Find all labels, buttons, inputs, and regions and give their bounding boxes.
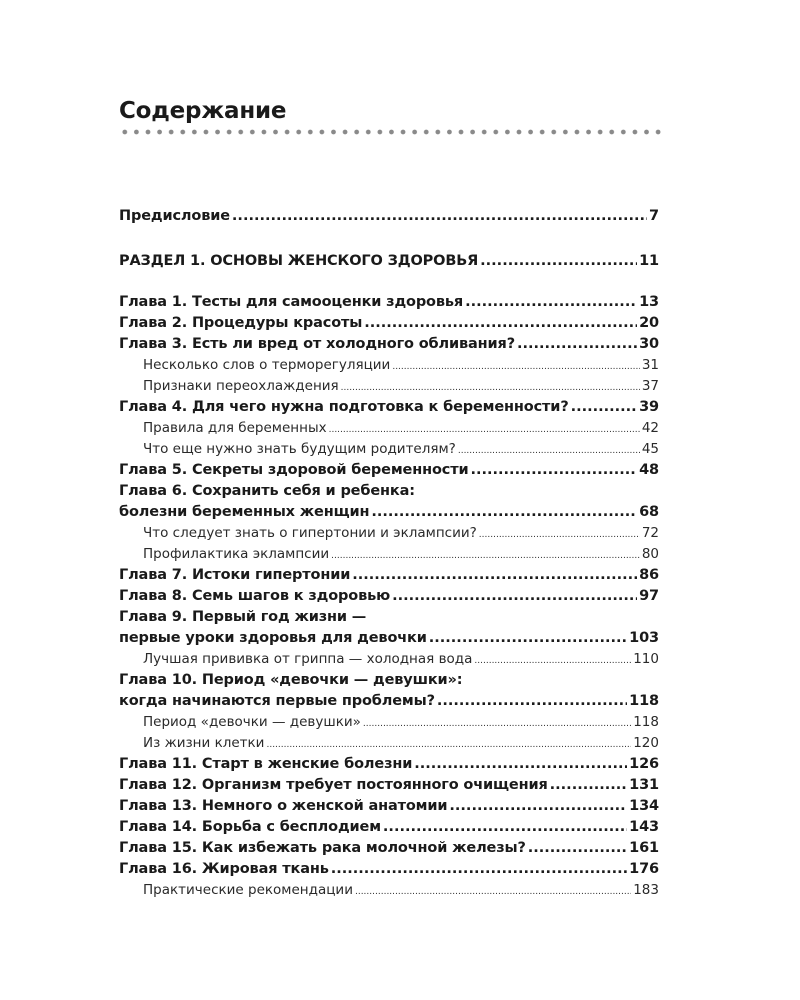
toc-entry-leader (471, 460, 638, 481)
toc-entry-first-line[interactable] (119, 481, 659, 502)
toc-entry-leader (266, 735, 631, 756)
toc-entry-page: 13 (639, 294, 659, 310)
toc-entry[interactable] (119, 796, 659, 817)
toc-entry-title: Глава 3. Есть ли вред от холодного обливания? (119, 336, 515, 352)
toc-entry-leader (474, 651, 631, 672)
toc-entry-page: 42 (641, 420, 659, 436)
toc-entry-leader (355, 882, 631, 903)
toc-entry[interactable] (119, 628, 659, 649)
toc-entry-title: Глава 6. Сохранить себя и ребенка: (119, 483, 415, 499)
toc-entry[interactable] (119, 334, 659, 355)
toc-entry-title: РАЗДЕЛ 1. ОСНОВЫ ЖЕНСКОГО ЗДОРОВЬЯ (119, 253, 479, 269)
toc-entry-title: Глава 14. Борьба с бесплодием (119, 819, 381, 835)
toc-entry-leader (429, 628, 627, 649)
toc-entry-title: Несколько слов о терморегуляции (143, 357, 391, 373)
toc-entry-title: Правила для беременных (143, 420, 327, 436)
toc-entry-title: Глава 9. Первый год жизни — (119, 609, 367, 625)
toc-entry-title: Глава 15. Как избежать рака молочной железы? (119, 840, 526, 856)
toc-entry-title: Глава 1. Тесты для самооценки здоровья (119, 294, 464, 310)
toc-entry-page: 31 (641, 357, 659, 373)
toc-entry-leader (465, 292, 637, 313)
toc-entry[interactable] (119, 565, 659, 586)
toc-entry-page: 39 (639, 399, 659, 415)
toc-entry-leader (479, 525, 640, 546)
toc-entry[interactable] (119, 502, 659, 523)
toc-entry-first-line[interactable] (119, 607, 659, 628)
toc-entry-title: Что еще нужно знать будущим родителям? (143, 441, 456, 457)
toc-entry-page: 161 (629, 840, 659, 856)
toc-entry-leader (571, 397, 638, 418)
toc-entry[interactable] (119, 586, 659, 607)
toc-entry-leader (480, 251, 637, 272)
toc-entry-title: Глава 10. Период «девочки — девушки»: (119, 672, 463, 688)
toc-entry-title: Период «девочки — девушки» (143, 714, 361, 730)
toc-entry-title: Глава 5. Секреты здоровой беременности (119, 462, 469, 478)
page-title: Содержание (119, 98, 287, 124)
toc-entry-leader (352, 565, 637, 586)
toc-entry-title: болезни беременных женщин (119, 504, 370, 520)
toc-entry[interactable] (119, 817, 659, 838)
toc-entry-page: 118 (629, 693, 659, 709)
toc-entry-leader (528, 838, 627, 859)
toc-entry[interactable] (119, 292, 659, 313)
toc-subentry[interactable] (119, 880, 659, 901)
toc-entry-title: Что следует знать о гипертонии и эклампсии? (143, 525, 477, 541)
toc-entry[interactable] (119, 754, 659, 775)
toc-entry[interactable] (119, 838, 659, 859)
toc-entry-page: 110 (633, 651, 659, 667)
toc-entry-leader (331, 859, 627, 880)
toc-entry-page: 7 (649, 208, 659, 224)
toc-entry[interactable] (119, 460, 659, 481)
toc-subentry[interactable] (119, 523, 659, 544)
toc-entry-title: Глава 16. Жировая ткань (119, 861, 329, 877)
toc-entry-title: первые уроки здоровья для девочки (119, 630, 427, 646)
toc-entry-title: когда начинаются первые проблемы? (119, 693, 435, 709)
toc-entry-page: 143 (629, 819, 659, 835)
toc-entry-page: 103 (629, 630, 659, 646)
toc-entry-title: Глава 2. Процедуры красоты (119, 315, 363, 331)
toc-entry-leader (517, 334, 637, 355)
toc-entry-page: 126 (629, 756, 659, 772)
toc-entry-page: 97 (639, 588, 659, 604)
toc-entry-page: 86 (639, 567, 659, 583)
toc-entry[interactable] (119, 859, 659, 880)
toc-subentry[interactable] (119, 439, 659, 460)
toc-entry[interactable] (119, 691, 659, 712)
toc-entry-title: Глава 7. Истоки гипертонии (119, 567, 351, 583)
dotted-divider (119, 128, 664, 136)
toc-entry-title: Предисловие (119, 208, 230, 224)
toc-entry[interactable] (119, 206, 659, 227)
toc-entry[interactable] (119, 313, 659, 334)
toc-entry-leader (414, 754, 627, 775)
toc-entry[interactable] (119, 397, 659, 418)
toc-entry-page: 68 (639, 504, 659, 520)
toc-entry-leader (331, 546, 640, 567)
toc-entry-leader (232, 206, 647, 227)
toc-entry-title: Глава 8. Семь шагов к здоровью (119, 588, 391, 604)
toc-entry-leader (392, 357, 639, 378)
toc-entry-title: Профилактика эклампсии (143, 546, 330, 562)
toc-entry-title: Признаки переохлаждения (143, 378, 339, 394)
toc-entry-leader (371, 502, 637, 523)
toc-entry-leader (392, 586, 637, 607)
toc-entry-page: 11 (639, 253, 659, 269)
toc-entry-title: Глава 13. Немного о женской анатомии (119, 798, 448, 814)
toc-entry-leader (363, 714, 631, 735)
toc-entry-title: Глава 12. Организм требует постоянного очищения (119, 777, 548, 793)
toc-subentry[interactable] (119, 733, 659, 754)
toc-entry-page: 37 (641, 378, 659, 394)
toc-entry-page: 72 (641, 525, 659, 541)
toc-entry-title: Глава 4. Для чего нужна подготовка к беременности? (119, 399, 569, 415)
toc-entry[interactable] (119, 775, 659, 796)
toc-entry-page: 120 (633, 735, 659, 751)
toc-entry-leader (364, 313, 637, 334)
toc-entry-leader (458, 441, 640, 462)
toc-entry-title: Практические рекомендации (143, 882, 353, 898)
toc-entry-first-line[interactable] (119, 670, 659, 691)
toc-entry-page: 80 (641, 546, 659, 562)
toc-entry-page: 134 (629, 798, 659, 814)
toc-subentry[interactable] (119, 649, 659, 670)
toc-entry-page: 20 (639, 315, 659, 331)
toc-subentry[interactable] (119, 712, 659, 733)
toc-entry[interactable] (119, 251, 659, 272)
toc-entry-leader (341, 378, 640, 399)
toc-subentry[interactable] (119, 355, 659, 376)
toc-entry-leader (550, 775, 628, 796)
toc-subentry[interactable] (119, 418, 659, 439)
toc-subentry[interactable] (119, 376, 659, 397)
toc-entry-leader (329, 420, 640, 441)
toc-entry-page: 176 (629, 861, 659, 877)
toc-entry-page: 48 (639, 462, 659, 478)
toc-entry-title: Глава 11. Старт в женские болезни (119, 756, 413, 772)
toc-entry-leader (449, 796, 627, 817)
toc-entry-title: Лучшая прививка от гриппа — холодная вода (143, 651, 473, 667)
toc-subentry[interactable] (119, 544, 659, 565)
toc-entry-leader (437, 691, 627, 712)
toc-entry-page: 45 (641, 441, 659, 457)
toc-entry-title: Из жизни клетки (143, 735, 265, 751)
toc-entry-page: 30 (639, 336, 659, 352)
toc-entry-page: 131 (629, 777, 659, 793)
toc-entry-page: 118 (633, 714, 659, 730)
toc-entry-page: 183 (633, 882, 659, 898)
toc-entry-leader (383, 817, 627, 838)
